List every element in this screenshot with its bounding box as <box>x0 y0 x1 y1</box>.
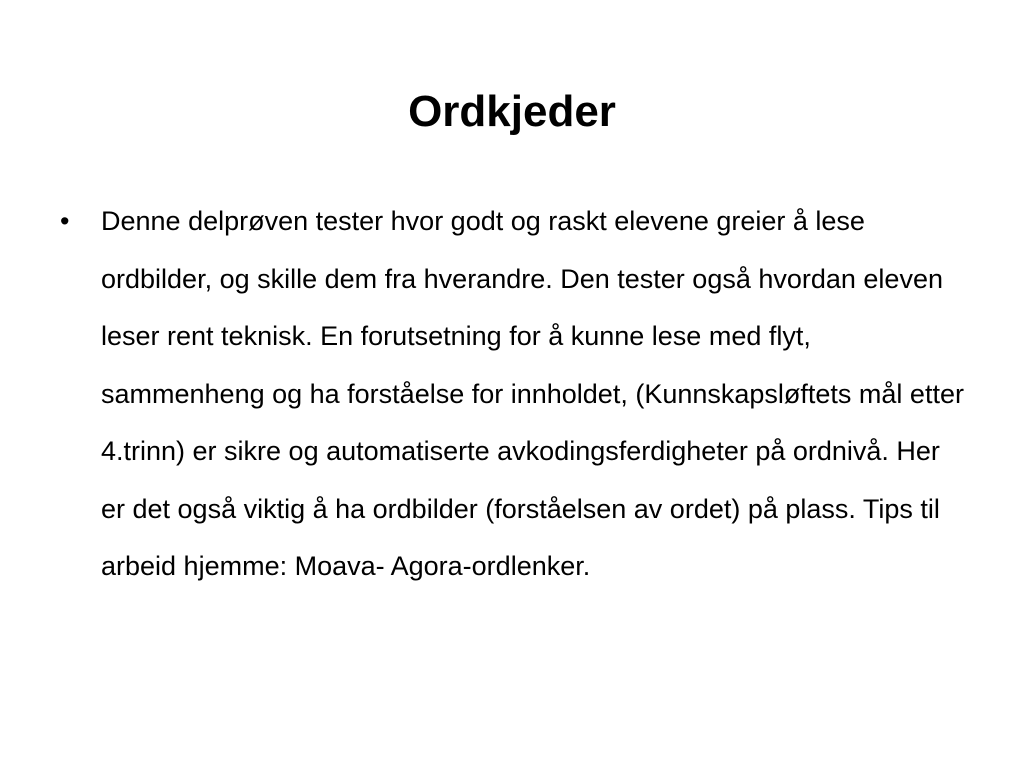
slide-title: Ordkjeder <box>408 87 616 136</box>
bullet-list <box>60 193 970 596</box>
bullet-item <box>60 193 970 596</box>
bullet-text: Denne delprøven tester hvor godt og raskt elevene greier å lese ordbilder, og skille dem fra hverandre. Den tester også hvordan eleven leser rent teknisk. En forutsetning for å kunne lese med flyt, sammenheng og ha forståelse for innholdet, (Kunnskapsløftets mål etter 4.trinn) er sikre og automatiserte avkodingsferdigheter på ordnivå. Her er det også viktig å ha ordbilder (forståelsen av ordet) på plass. Tips til arbeid hjemme: Moava- Agora-ordlenker. <box>101 206 964 581</box>
bullet-marker: • <box>60 206 70 236</box>
